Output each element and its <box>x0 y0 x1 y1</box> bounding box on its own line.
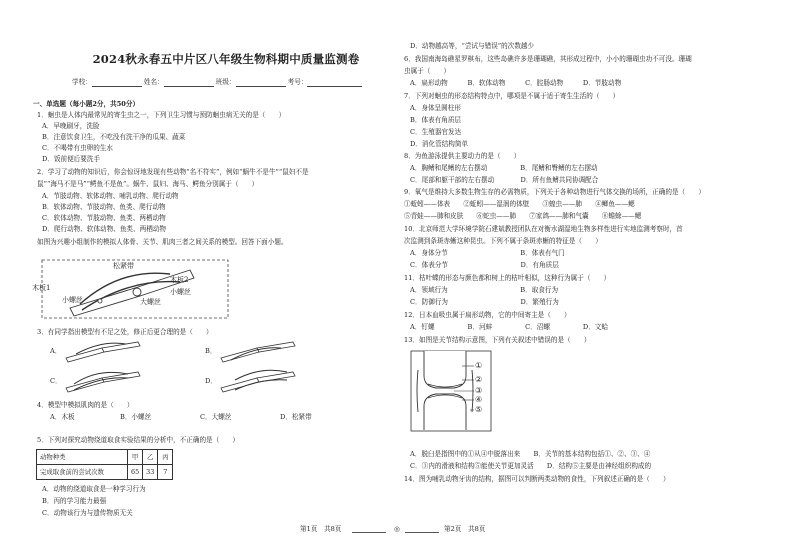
q5-option-b: B．丙的学习能力最强 <box>42 497 107 505</box>
q3-option-c-letter: C． <box>50 377 62 385</box>
label-board1: 木板1 <box>32 284 51 292</box>
q10-stem-line1: 10．北京师范大学环境学院石建斌教授团队在对衡水湖湿地生物多样性进行实地监测考察时，首 <box>404 225 683 233</box>
class-field[interactable] <box>236 86 286 87</box>
q11-options-ab: A．领域行为 B．取食行为 <box>410 286 559 294</box>
number-label: 考号： <box>287 78 308 86</box>
footer-right-page: 第2页 共8页 <box>444 525 486 533</box>
q1-option-c: C．不喝带有虫卵的生水 <box>42 144 113 152</box>
table-header-cell: 动物种类 <box>37 450 128 465</box>
q7-option-a: A．身体呈圆柱形 <box>410 104 461 112</box>
q6-stem-line1: 6．我国南海岛礁星罗棋布，这些岛礁许多是珊瑚礁，其形成过程中，小小的珊瑚虫功不可没。珊瑚 <box>404 55 692 63</box>
q4-option-c: C．大螺丝 <box>200 413 232 421</box>
table-cell: 完成取食前的尝试次数 <box>37 465 128 480</box>
q5-stem: 5．下列对探究动物绕道取食实验结果的分析中，不正确的是（ ） <box>37 436 240 444</box>
label-pine: 松紧带 <box>113 262 134 270</box>
q6-stem-line2: 虫属于（ ） <box>404 67 451 75</box>
q10-stem-line2: 次监测到条斑赤蜥这种昆虫。下列不属于条斑赤蜥的特征是（ ） <box>404 237 602 245</box>
table-header-cell: 甲 <box>128 450 143 465</box>
q3-option-d-figure <box>217 368 297 392</box>
joint-label-4: ④ <box>475 395 483 404</box>
q3-option-c-figure <box>62 368 142 392</box>
q10-options-cd: C．体表分节 D．有角质层 <box>410 261 559 269</box>
name-label: 姓名： <box>143 78 164 86</box>
label-screw-small-right: 小螺丝 <box>170 288 191 296</box>
q1-stem: 1．蛔虫是人体内最常见的寄生虫之一，下列卫生习惯与预防蛔虫病无关的是（ ） <box>37 111 286 119</box>
q2-stem-line2: 鼠”“海马不是马”“鳄鱼不是鱼”。蜗牛、鼠妇、海马、鳄鱼分别属于（ ） <box>37 180 259 188</box>
q4-stem: 4．模型中模拟肌肉的是（ ） <box>37 401 134 409</box>
q12-options: A．钉螺 B．河蚌 C．沼螺 D．文蛤 <box>410 323 608 331</box>
number-field[interactable] <box>307 86 362 87</box>
q8-options-cd: C．尾部和躯干部的左右摆动 D．所有鱼鳍共同协调配合 <box>410 176 599 184</box>
q9-items-line1: ①蚯蚓——体表 ②蚯蚓——湿润的体壁 ③蝗虫——肺 ④鲫鱼——鳃 <box>404 200 635 208</box>
q2-option-a: A．节肢动物、软体动物、哺乳动物、爬行动物 <box>42 192 179 200</box>
q6-options: A．扁形动物 B．软体动物 C．腔肠动物 D．节肢动物 <box>410 79 622 87</box>
model-intro: 如图为兴趣小组制作的模拟人体骨、关节、肌肉三者之间关系的模型。回答下面小题。 <box>37 238 288 246</box>
q2-stem-line1: 2．学习了动物的知识后，你会惊讶地发现有些动物“名不符实”，例如“蜗牛不是牛”“鼠妇不是 <box>37 168 309 176</box>
q7-option-c: C．生殖器官发达 <box>410 128 462 136</box>
class-label: 班级： <box>215 78 236 86</box>
q13-options-ab: A．脱臼是指图中的①从④中脱落出来 B．关节的基本结构包括①、②、③、④ <box>410 450 651 458</box>
school-field[interactable] <box>92 86 142 87</box>
q10-options-ab: A．身体分节 B．体表有气门 <box>410 249 565 257</box>
q11-stem: 11．枯叶蝶的形态与颜色都和树上的枯叶相似，这种行为属于（ ） <box>404 274 611 282</box>
q5-table <box>36 449 173 480</box>
q9-stem: 9．氧气是维持大多数生物生存的必需物质，下列关于各种动物进行气体交换的场所，正确的是（ ） <box>404 188 705 196</box>
q9-items-line2: ⑤青蛙——肺和皮肤 ⑥蛇虫——肺 ⑦家鸽——肺和气囊 ⑧蟾蜍——鳃 <box>404 212 642 220</box>
q2-option-c: C．软体动物、节肢动物、鱼类、两栖动物 <box>42 214 166 222</box>
q8-options-ab: A．胸鳍和尾鳍的左右摆动 B．尾鳍和臀鳍的左右摆动 <box>410 164 598 172</box>
arm-model-figure <box>40 258 230 320</box>
name-field[interactable] <box>164 86 214 87</box>
section-title: 一、单选题（每小题2分，共50分） <box>33 100 140 108</box>
q2-option-b: B．软体动物、节肢动物、鱼类、爬行动物 <box>42 203 166 211</box>
footer-rule-right <box>405 524 439 533</box>
q12-stem: 12．日本血吸虫属于扁形动物，它的中间寄主是（ ） <box>404 311 571 319</box>
label-screw-big: 大螺丝 <box>140 298 161 306</box>
q3-option-a-figure <box>62 340 142 362</box>
q3-option-d-letter: D． <box>205 377 217 385</box>
q14-stem: 14．图为哺乳动物牙齿的结构，据图可以判断两类动物的食性，下列叙述正确的是（ ） <box>404 475 670 483</box>
q4-option-b: B．小螺丝 <box>120 413 152 421</box>
table-row <box>37 465 173 480</box>
q7-option-d: D．消化管结构简单 <box>410 140 469 148</box>
table-header-cell: 丙 <box>158 450 173 465</box>
table-cell: 65 <box>128 465 143 480</box>
q1-option-b: B．注意饮食卫生，不吃没有洗干净的瓜果、蔬菜 <box>42 133 186 141</box>
q4-option-d: D．松紧带 <box>280 413 312 421</box>
table-cell: 7 <box>158 465 173 480</box>
footer-separator: ◎ <box>394 525 400 533</box>
joint-label-3: ③ <box>475 386 483 395</box>
joint-label-2: ② <box>475 375 483 384</box>
student-info-line <box>72 78 362 87</box>
q8-stem: 8．为鱼游泳提供主要动力的是（ ） <box>404 152 521 160</box>
q3-stem: 3．有同学指出模型有不足之处，修正后更合理的是（ ） <box>37 328 213 336</box>
label-screw-small: 小螺丝 <box>62 296 83 304</box>
label-board2: 木板2 <box>170 276 189 284</box>
table-header-cell: 乙 <box>143 450 158 465</box>
joint-label-5: ⑤ <box>475 405 483 414</box>
q13-stem: 13．如图是关节结构示意图，下列有关叙述中错误的是（ ） <box>404 336 591 344</box>
q5-option-d: D．动物越高等，“尝试与错误”的次数越少 <box>410 42 535 50</box>
footer-rule-left <box>352 524 386 533</box>
q3-option-b-figure <box>217 340 297 362</box>
exam-title: 2024秋永春五中片区八年级生物科期中质量监测卷 <box>92 52 360 66</box>
q2-option-d: D．爬行动物、软体动物、鱼类、两栖动物 <box>42 225 166 233</box>
q1-option-a: A．早晚刷牙，洗脸 <box>42 122 100 130</box>
q1-option-d: D．饭前便后要洗手 <box>42 155 101 163</box>
table-row <box>37 450 173 465</box>
q7-stem: 7．下列对蛔虫的形态结构特点中，哪项是不属于适于寄生生活的（ ） <box>404 92 620 100</box>
q11-options-cd: C．防御行为 D．繁殖行为 <box>410 298 559 306</box>
q13-options-cd: C．③内的滑液和结构⑤能使关节更加灵活 D．结构⑤主要是由神经组织构成的 <box>410 462 652 470</box>
q7-option-b: B．体表有角质层 <box>410 116 462 124</box>
footer-left-page: 第1页 共8页 <box>300 525 342 533</box>
q5-option-c: C．动物该行为与遗传物质无关 <box>42 509 133 517</box>
table-cell: 33 <box>143 465 158 480</box>
q3-option-a-letter: A． <box>50 347 62 355</box>
q4-option-a: A．木板 <box>50 413 75 421</box>
joint-label-1: ① <box>475 361 483 370</box>
school-label: 学校： <box>72 78 92 86</box>
q3-option-b-letter: B． <box>205 347 217 355</box>
q5-option-a: A．动物的绕道取食是一种学习行为 <box>42 485 146 493</box>
